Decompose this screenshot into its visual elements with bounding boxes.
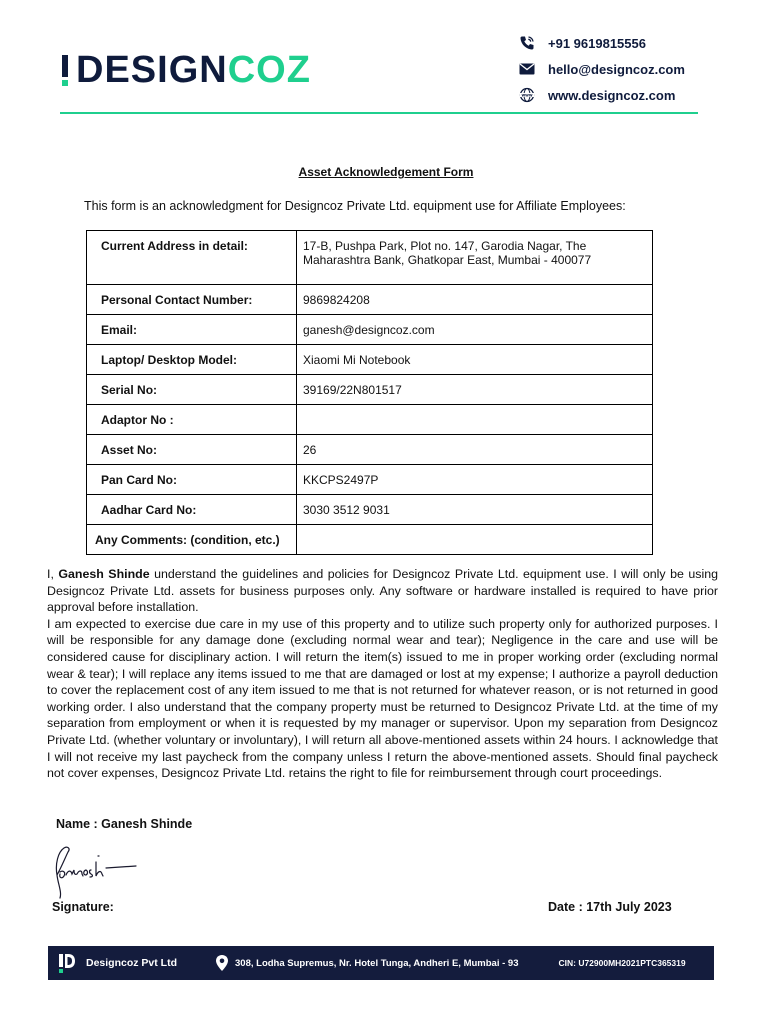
mail-icon xyxy=(518,61,536,77)
table-row xyxy=(87,231,653,285)
phone-icon xyxy=(518,35,536,51)
svg-text:www: www xyxy=(521,92,533,98)
footer-cin: CIN: U72900MH2021PTC365319 xyxy=(558,958,686,968)
asset-details-table xyxy=(86,230,653,555)
declaration-text xyxy=(47,566,718,782)
signature-image xyxy=(50,842,142,900)
declaration-paragraph-1: I, Ganesh Shinde understand the guidelines and policies for Designcoz Private Ltd. equipment use. I will only be using Designcoz Private Ltd. assets for business purposes only. Any software or hardware installed is required to have prior approval before installation. xyxy=(47,567,719,615)
footer-address: 308, Lodha Supremus, Nr. Hotel Tunga, Andheri E, Mumbai - 93 xyxy=(235,957,519,969)
table-row xyxy=(87,315,653,345)
footer-logo-icon xyxy=(56,952,78,974)
row-label: Aadhar Card No: xyxy=(101,502,197,517)
row-label: Email: xyxy=(101,322,138,337)
name-line: Name : Ganesh Shinde xyxy=(56,817,193,831)
logo-text-coz: COZ xyxy=(227,49,311,91)
contact-email xyxy=(518,56,685,82)
contact-block xyxy=(518,30,685,108)
contact-phone xyxy=(518,30,685,56)
table-row xyxy=(87,405,653,435)
contact-website-text: www.designcoz.com xyxy=(548,87,676,103)
contact-website xyxy=(518,82,685,108)
table-row xyxy=(87,345,653,375)
row-label: Adaptor No : xyxy=(101,412,174,427)
row-value: ganesh@designcoz.com xyxy=(297,315,653,345)
row-value xyxy=(297,525,653,555)
row-label: Personal Contact Number: xyxy=(101,292,253,307)
logo-mark-icon xyxy=(60,52,74,88)
globe-icon xyxy=(518,87,536,103)
row-label: Asset No: xyxy=(101,442,158,457)
row-value: Xiaomi Mi Notebook xyxy=(297,345,653,375)
date-line: Date : 17th July 2023 xyxy=(548,900,672,914)
row-label: Pan Card No: xyxy=(101,472,178,487)
row-label: Any Comments: (condition, etc.) xyxy=(95,532,280,547)
table-row xyxy=(87,465,653,495)
row-label: Laptop/ Desktop Model: xyxy=(101,352,237,367)
location-pin-icon xyxy=(215,954,229,972)
contact-email-text: hello@designcoz.com xyxy=(548,61,685,77)
row-label: Current Address in detail: xyxy=(101,239,248,253)
declaration-paragraph-2: I am expected to exercise due care in my use of this property and to utilize such property only for authorized purposes. I will be responsible for any damage done (excluding normal wear and tear); Negligence in the care and use will be considered cause for disciplinary action. I will return the item(s) issued to me in proper working order (excluding normal wear & tear); I will replace any items issued to me that are damaged or lost at my expense; I authorize a payroll deduction to cover the replacement cost of any item issued to me that is not returned for whatever reason, or is not returned in good working order. I also understand that the company property must be returned to Designcoz Private Ltd. at the time of my separation from employment or when it is requested by my manager or supervisor. Upon my separation from Designcoz Private Ltd. (whether voluntary or involuntary), I will return all above-mentioned assets within 24 hours. I acknowledge that I will not receive my last paycheck from the company unless I return the above-mentioned assets. Should final paycheck not cover expenses, Designcoz Private Ltd. retains the right to file for reimbursement through court proceedings. xyxy=(47,616,718,781)
footer-bar xyxy=(48,946,714,980)
row-value: 26 xyxy=(297,435,653,465)
row-value: 39169/22N801517 xyxy=(297,375,653,405)
row-value: 9869824208 xyxy=(297,285,653,315)
company-logo xyxy=(60,50,311,90)
form-title: Asset Acknowledgement Form xyxy=(298,165,474,179)
row-value: KKCPS2497P xyxy=(297,465,653,495)
table-row xyxy=(87,525,653,555)
footer-company: Designcoz Pvt Ltd xyxy=(86,957,178,969)
contact-phone-text: +91 9619815556 xyxy=(548,35,646,51)
row-value: 17-B, Pushpa Park, Plot no. 147, Garodia Nagar, The Maharashtra Bank, Ghatkopar East, Mumbai - 400077 xyxy=(297,231,653,285)
row-label: Serial No: xyxy=(101,382,158,397)
signature-label: Signature: xyxy=(52,900,114,914)
row-value: 3030 3512 9031 xyxy=(297,495,653,525)
table-row xyxy=(87,495,653,525)
employee-name: Ganesh Shinde xyxy=(58,567,150,581)
table-row xyxy=(87,285,653,315)
header-divider xyxy=(60,112,698,114)
logo-text-design: DESIGN xyxy=(76,49,228,91)
form-intro: This form is an acknowledgment for Designcoz Private Ltd. equipment use for Affiliate Employees: xyxy=(84,199,626,213)
table-row xyxy=(87,375,653,405)
table-row xyxy=(87,435,653,465)
row-value xyxy=(297,405,653,435)
